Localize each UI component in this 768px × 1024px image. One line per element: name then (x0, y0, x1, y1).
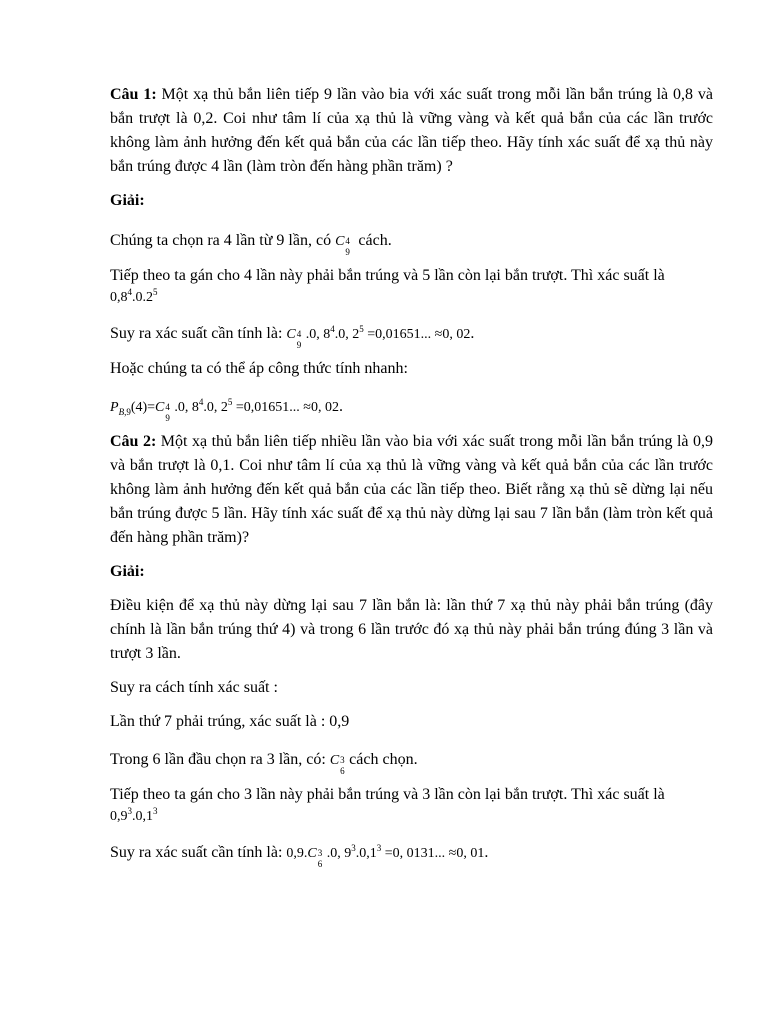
solution-1-formula-intro: Hoặc chúng ta có thể áp công thức tính nhanh: (110, 360, 408, 377)
solution-1-probability-expr: $0,8^4.0.2^5$ (110, 287, 158, 305)
solution-2-condition: Điều kiện để xạ thủ này dừng lại sau 7 lần bắn là: lần thứ 7 xạ thủ này phải bắn trúng (đây chính là lần bắn trúng thứ 4) và trong 6 lần trước đó xạ thủ này phải bắn trúng đúng 3 lần và trượt 3 lần. (110, 597, 713, 662)
solution-1-result: Suy ra xác suất cần tính là: C 4 9 .0, $8^4.0$, $2^5 =0,01651$... ≈0, 02. (110, 324, 475, 350)
solution-2-result: Suy ra xác suất cần tính là: 0,9.C 3 6 .0, $9^3.0,1^3 =0$, 0131... ≈0, 01. (110, 843, 489, 869)
solution-1-result-formula: C 4 9 .0, $8^4.0$, $2^5 =0,01651$... ≈0, 02 (286, 324, 471, 350)
question-1-text: Một xạ thủ bắn liên tiếp 9 lần vào bia với xác suất trong mỗi lần bắn trúng là 0,8 và bắn trượt là 0,2. Coi như tâm lí của xạ thủ là vững vàng và kết quả bắn của các lần trước không làm ảnh hưởng đến kết quả bắn của các lần tiếp theo. Hãy tính xác suất để xạ thủ này bắn trúng được 4 lần (làm tròn đến hàng phần trăm) ? (110, 86, 713, 175)
question-2 (110, 430, 713, 550)
document-page (110, 83, 713, 876)
solution-1-quick-formula: $P_{B,9}(4)=C$ 4 9 .0, $8^4.0$, $2^5 =0,01651$... ≈0, 02. (110, 397, 343, 423)
combination-c-9-4: C 4 9 (335, 234, 350, 257)
solution-2-label: Giải: (110, 563, 145, 580)
question-2-text: Một xạ thủ bắn liên tiếp nhiều lần vào bia với xác suất trong mỗi lần bắn trúng là 0,9 và bắn trượt là 0,1. Coi như tâm lí của xạ thủ là vững vàng và kết quả bắn của các lần trước không làm ảnh hưởng đến kết quả bắn của các lần tiếp theo. Biết rằng xạ thủ sẽ dừng lại nếu bắn trúng được 5 lần. Hãy tính xác suất để xạ thủ này dừng lại sau 7 lần bắn (làm tròn kết quả đến hàng phần trăm)? (110, 433, 714, 546)
combination-c-6-3: C 3 6 (329, 753, 345, 776)
question-1 (110, 83, 713, 179)
solution-2-assign: Tiếp theo ta gán cho 3 lần này phải bắn trúng và 3 lần còn lại bắn trượt. Thì xác suất là (110, 786, 665, 803)
solution-2-probability-expr: $0,9^3.0,1^3$ (110, 806, 158, 824)
question-1-label: Câu 1: (110, 86, 157, 103)
solution-2-choose: Trong 6 lần đầu chọn ra 3 lần, có: C 3 6 cách chọn. (110, 751, 418, 776)
question-2-label: Câu 2: (110, 433, 157, 450)
solution-2-seventh: Lần thứ 7 phải trúng, xác suất là : 0,9 (110, 713, 350, 730)
solution-2-method: Suy ra cách tính xác suất : (110, 679, 278, 696)
solution-2-result-formula: 0,9.C 3 6 .0, $9^3.0,1^3 =0$, 0131... ≈0, 01 (286, 843, 485, 869)
solution-1-choose: Chúng ta chọn ra 4 lần từ 9 lần, có C 4 9 cách. (110, 232, 392, 257)
solution-1-assign: Tiếp theo ta gán cho 4 lần này phải bắn trúng và 5 lần còn lại bắn trượt. Thì xác suất là (110, 267, 665, 284)
solution-1-label: Giải: (110, 192, 145, 209)
